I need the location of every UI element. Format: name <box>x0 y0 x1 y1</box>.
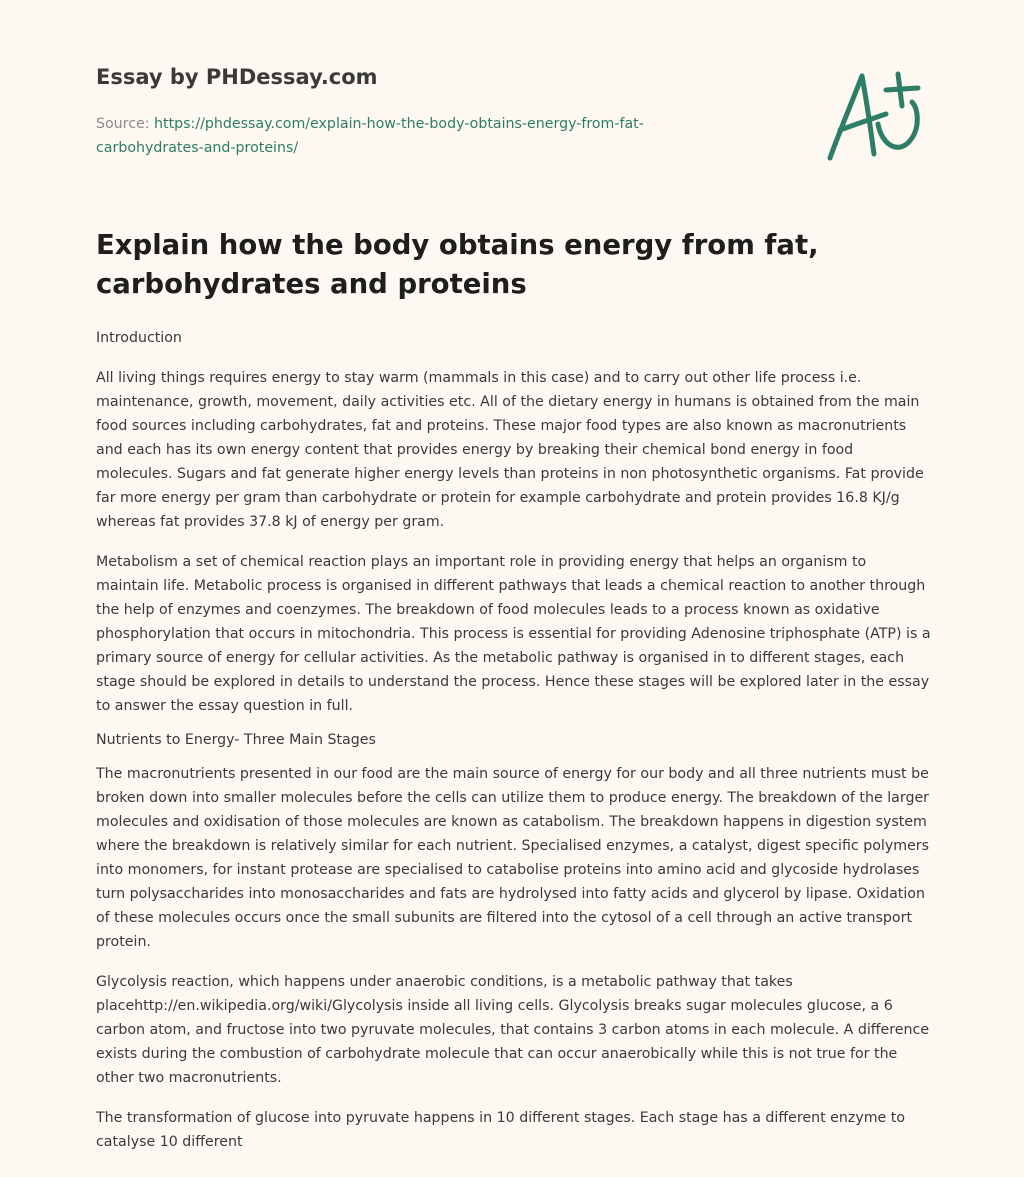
paragraph-1: All living things requires energy to stay warm (mammals in this case) and to carry out other life process i.e. maintenance, growth, movement, daily activities etc. All of the dietary energy in humans is obtained from the main food sources including carbohydrates, fat and proteins. These major food types are also known as macronutrients and each has its own energy content that provides energy by breaking their chemical bond energy in food molecules. Sugars and fat generate higher energy levels than proteins in non photosynthetic organisms. Fat provide far more energy per gram than carbohydrate or protein for example carbohydrate and protein provides 16.8 KJ/g whereas fat provides 37.8 kJ of energy per gram. <box>96 370 924 530</box>
source-link[interactable] <box>96 116 644 156</box>
section-label-introduction: Introduction <box>96 330 182 346</box>
paragraph-4: Glycolysis reaction, which happens under anaerobic conditions, is a metabolic pathway that takes placehttp://en.wikipedia.org/wiki/Glycolysis inside all living cells. Glycolysis breaks sugar molecules glucose, a 6 carbon atom, and fructose into two pyruvate molecules, that contains 3 carbon atoms in each molecule. A difference exists during the combustion of carbohydrate molecule that can occur anaerobically while this is not true for the other two macronutrients. <box>96 974 930 1086</box>
essay-title: Explain how the body obtains energy from fat, carbohydrates and proteins <box>96 229 819 300</box>
paragraph-2: Metabolism a set of chemical reaction plays an important role in providing energy that helps an organism to maintain life. Metabolic process is organised in different pathways that leads a chemical reaction to another through the help of enzymes and coenzymes. The breakdown of food molecules leads to a process known as oxidative phosphorylation that occurs in mitochondria. This process is essential for providing Adenosine triphosphate (ATP) is a primary source of energy for cellular activities. As the metabolic pathway is organised in to different stages, each stage should be explored in details to understand the process. Hence these stages will be explored later in the essay to answer the essay question in full. <box>96 554 931 714</box>
section-label-stages: Nutrients to Energy- Three Main Stages <box>96 732 376 748</box>
source-line <box>96 112 716 160</box>
source-link-line-2: carbohydrates-and-proteins/ <box>96 140 299 156</box>
paragraph-3: The macronutrients presented in our food are the main source of energy for our body and all three nutrients must be broken down into smaller molecules before the cells can utilize them to produce energy. The breakdown of the larger molecules and oxidisation of those molecules are known as catabolism. The breakdown happens in digestion system where the breakdown is relatively similar for each nutrient. Specialised enzymes, a catalyst, digest specific polymers into monomers, for instant protease are specialised to catabolise proteins into amino acid and glycoside hydrolases turn polysaccharides into monosaccharides and fats are hydrolysed into fatty acids and glycerol by lipase. Oxidation of these molecules occurs once the small subunits are filtered into the cytosol of a cell through an active transport protein. <box>96 766 930 950</box>
essay-content <box>96 226 932 1170</box>
header <box>96 62 716 160</box>
site-title: Essay by PHDessay.com <box>96 65 378 89</box>
source-label: Source: <box>96 116 150 132</box>
paragraph-5: The transformation of glucose into pyruvate happens in 10 different stages. Each stage has a different enzyme to catalyse 10 different <box>96 1110 906 1150</box>
source-link-line-1: https://phdessay.com/explain-how-the-body-obtains-energy-from-fat- <box>154 116 644 132</box>
a-plus-grade-icon <box>822 68 926 164</box>
